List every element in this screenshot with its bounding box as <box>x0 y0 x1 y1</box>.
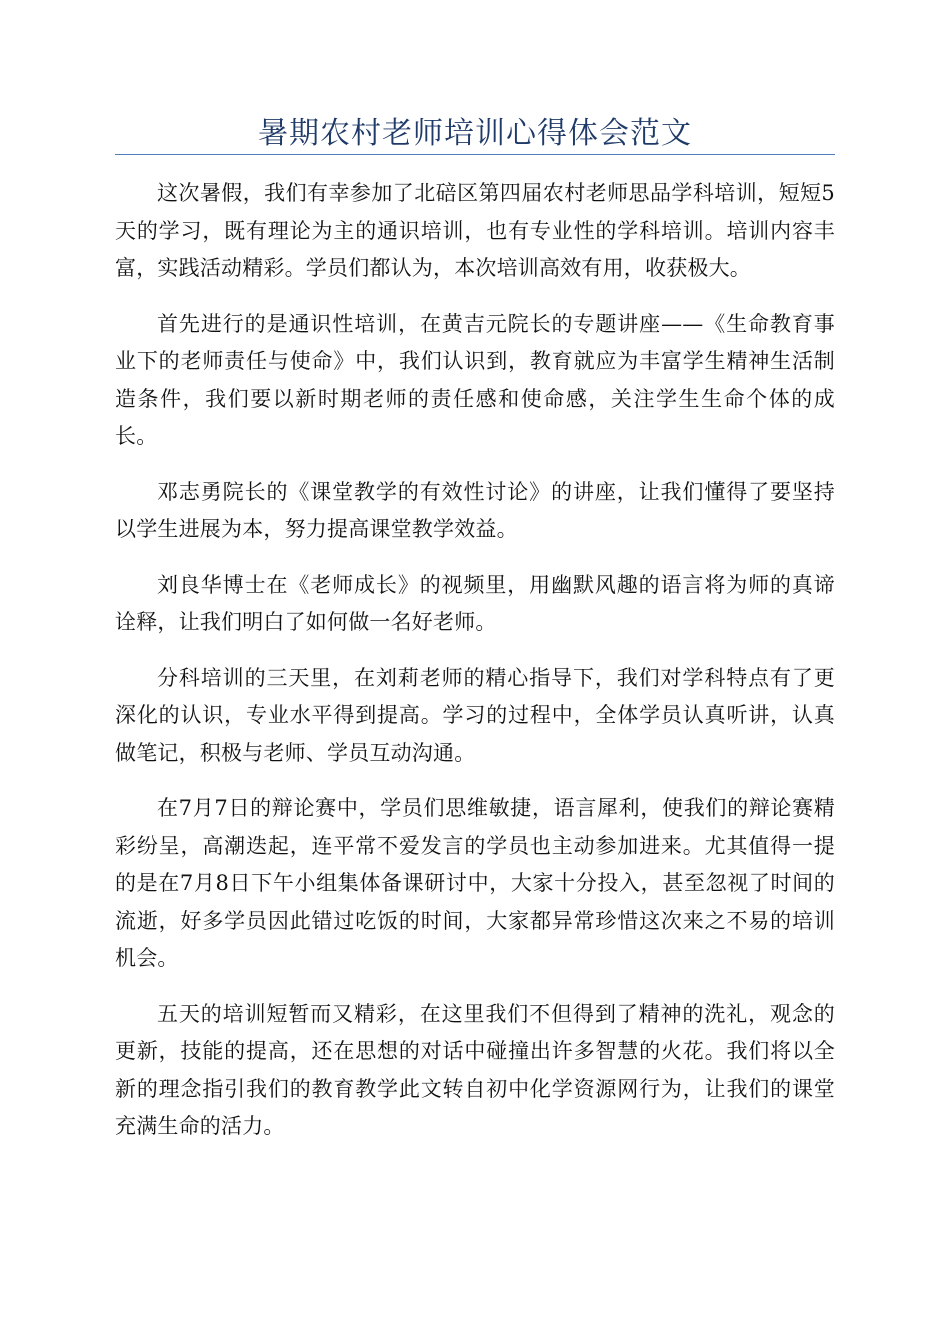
paragraph-5: 分科培训的三天里，在刘莉老师的精心指导下，我们对学科特点有了更深化的认识，专业水平得到提高。学习的过程中，全体学员认真听讲，认真做笔记，积极与老师、学员互动沟通。 <box>115 665 835 765</box>
paragraph-2: 首先进行的是通识性培训，在黄吉元院长的专题讲座——《生命教育事业下的老师责任与使命》中，我们认识到，教育就应为丰富学生精神生活制造条件，我们要以新时期老师的责任感和使命感，关注学生生命个体的成长。 <box>115 311 835 448</box>
document-title: 暑期农村老师培训心得体会范文 <box>258 116 692 151</box>
title-underline <box>115 154 835 155</box>
paragraph-3: 邓志勇院长的《课堂教学的有效性讨论》的讲座，让我们懂得了要坚持以学生进展为本，努力提高课堂教学效益。 <box>115 479 835 541</box>
paragraph-4: 刘良华博士在《老师成长》的视频里，用幽默风趣的语言将为师的真谛诠释，让我们明白了如何做一名好老师。 <box>115 572 835 634</box>
paragraph-7: 五天的培训短暂而又精彩，在这里我们不但得到了精神的洗礼，观念的更新，技能的提高，还在思想的对话中碰撞出许多智慧的火花。我们将以全新的理念指引我们的教育教学此文转自初中化学资源网行为，让我们的课堂充满生命的活力。 <box>115 1001 835 1138</box>
paragraph-1: 这次暑假，我们有幸参加了北碚区第四届农村老师思品学科培训，短短5天的学习，既有理论为主的通识培训，也有专业性的学科培训。培训内容丰富，实践活动精彩。学员们都认为，本次培训高效有用，收获极大。 <box>115 181 835 280</box>
document-body <box>115 175 835 1164</box>
paragraph-6: 在7月7日的辩论赛中，学员们思维敏捷，语言犀利，使我们的辩论赛精彩纷呈，高潮迭起，连平常不爱发言的学员也主动参加进来。尤其值得一提的是在7月8日下午小组集体备课研讨中，大家十分投入，甚至忽视了时间的流逝，好多学员因此错过吃饭的时间，大家都异常珍惜这次来之不易的培训机会。 <box>115 796 835 970</box>
